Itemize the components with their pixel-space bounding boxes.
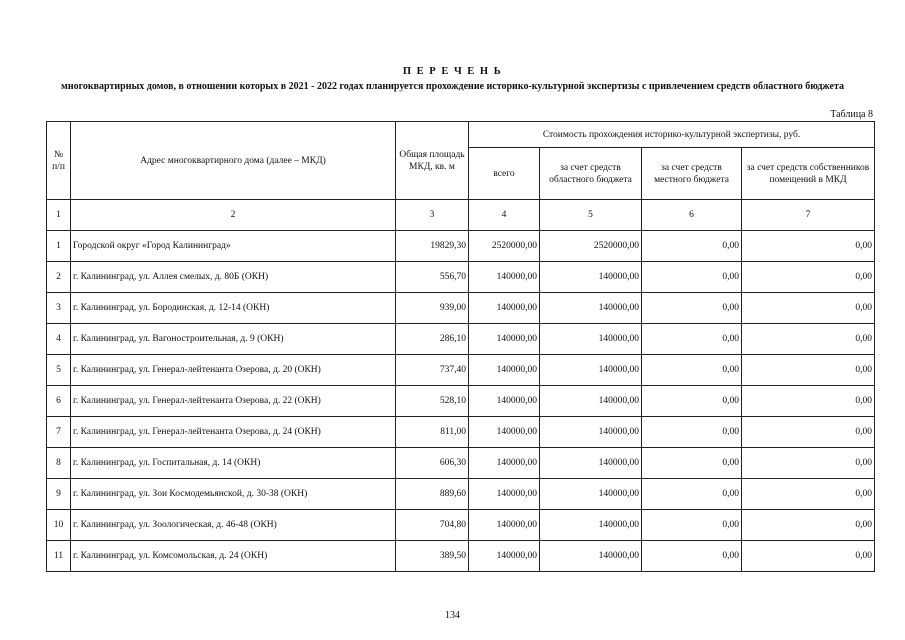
row-local: 0,00 — [642, 448, 742, 479]
row-area: 606,30 — [396, 448, 469, 479]
row-regional: 140000,00 — [540, 386, 642, 417]
row-total: 140000,00 — [469, 293, 540, 324]
table-row — [47, 479, 875, 510]
row-total: 140000,00 — [469, 355, 540, 386]
table-row — [47, 386, 875, 417]
row-regional: 140000,00 — [540, 324, 642, 355]
row-index: 4 — [47, 324, 71, 355]
row-address: Городской округ «Город Калининград» — [71, 231, 396, 262]
row-owners: 0,00 — [742, 386, 875, 417]
column-number: 5 — [540, 200, 642, 231]
row-index: 10 — [47, 510, 71, 541]
column-number: 3 — [396, 200, 469, 231]
row-address: г. Калининград, ул. Вагоностроительная, д. 9 (ОКН) — [71, 324, 396, 355]
row-address: г. Калининград, ул. Генерал-лейтенанта Озерова, д. 22 (ОКН) — [71, 386, 396, 417]
summary-row — [47, 231, 875, 262]
row-regional: 140000,00 — [540, 262, 642, 293]
row-address: г. Калининград, ул. Комсомольская, д. 24 (ОКН) — [71, 541, 396, 572]
column-number: 2 — [71, 200, 396, 231]
header-local: за счет средств местного бюджета — [642, 148, 742, 200]
table-caption: Таблица 8 — [830, 109, 873, 120]
row-regional: 140000,00 — [540, 448, 642, 479]
row-area: 556,70 — [396, 262, 469, 293]
row-owners: 0,00 — [742, 262, 875, 293]
row-address: г. Калининград, ул. Генерал-лейтенанта Озерова, д. 24 (ОКН) — [71, 417, 396, 448]
row-index: 8 — [47, 448, 71, 479]
row-local: 0,00 — [642, 510, 742, 541]
row-regional: 140000,00 — [540, 355, 642, 386]
row-area: 704,80 — [396, 510, 469, 541]
row-local: 0,00 — [642, 479, 742, 510]
row-index: 5 — [47, 355, 71, 386]
row-total: 140000,00 — [469, 262, 540, 293]
row-address: г. Калининград, ул. Госпитальная, д. 14 (ОКН) — [71, 448, 396, 479]
table-row — [47, 448, 875, 479]
row-total: 140000,00 — [469, 479, 540, 510]
header-total: всего — [469, 148, 540, 200]
row-index: 1 — [47, 231, 71, 262]
expertise-table — [46, 121, 875, 572]
row-regional: 140000,00 — [540, 293, 642, 324]
row-address: г. Калининград, ул. Генерал-лейтенанта Озерова, д. 20 (ОКН) — [71, 355, 396, 386]
row-area: 889,60 — [396, 479, 469, 510]
row-total: 140000,00 — [469, 324, 540, 355]
column-number: 6 — [642, 200, 742, 231]
row-local: 0,00 — [642, 293, 742, 324]
row-total: 2520000,00 — [469, 231, 540, 262]
row-index: 11 — [47, 541, 71, 572]
row-regional: 140000,00 — [540, 510, 642, 541]
row-total: 140000,00 — [469, 417, 540, 448]
row-local: 0,00 — [642, 417, 742, 448]
row-area: 19829,30 — [396, 231, 469, 262]
row-index: 9 — [47, 479, 71, 510]
row-index: 3 — [47, 293, 71, 324]
table-row — [47, 355, 875, 386]
document-title: П Е Р Е Ч Е Н Ь — [402, 66, 503, 77]
row-total: 140000,00 — [469, 386, 540, 417]
row-area: 737,40 — [396, 355, 469, 386]
row-address: г. Калининград, ул. Зои Космодемьянской, д. 30-38 (ОКН) — [71, 479, 396, 510]
table-row — [47, 541, 875, 572]
row-area: 939,00 — [396, 293, 469, 324]
row-total: 140000,00 — [469, 510, 540, 541]
row-owners: 0,00 — [742, 293, 875, 324]
row-area: 389,50 — [396, 541, 469, 572]
header-address: Адрес многоквартирного дома (далее – МКД) — [71, 122, 396, 200]
page-number: 134 — [445, 610, 460, 621]
table-row — [47, 510, 875, 541]
row-local: 0,00 — [642, 324, 742, 355]
row-owners: 0,00 — [742, 448, 875, 479]
table-row — [47, 262, 875, 293]
row-owners: 0,00 — [742, 231, 875, 262]
document-subtitle: многоквартирных домов, в отношении которых в 2021 - 2022 годах планируется прохождение историко-культурной экспертизы с привлечением средств областного бюджета — [61, 81, 844, 92]
row-owners: 0,00 — [742, 541, 875, 572]
row-local: 0,00 — [642, 386, 742, 417]
row-owners: 0,00 — [742, 510, 875, 541]
row-owners: 0,00 — [742, 324, 875, 355]
row-index: 7 — [47, 417, 71, 448]
row-owners: 0,00 — [742, 417, 875, 448]
row-area: 286,10 — [396, 324, 469, 355]
row-regional: 140000,00 — [540, 479, 642, 510]
row-regional: 140000,00 — [540, 417, 642, 448]
column-number: 1 — [47, 200, 71, 231]
row-index: 2 — [47, 262, 71, 293]
row-local: 0,00 — [642, 262, 742, 293]
row-index: 6 — [47, 386, 71, 417]
row-regional: 140000,00 — [540, 541, 642, 572]
table-row — [47, 417, 875, 448]
row-total: 140000,00 — [469, 448, 540, 479]
column-number-row — [47, 200, 875, 231]
row-local: 0,00 — [642, 355, 742, 386]
table-body — [47, 262, 875, 572]
row-address: г. Калининград, ул. Бородинская, д. 12-14 (ОКН) — [71, 293, 396, 324]
table-row — [47, 293, 875, 324]
row-address: г. Калининград, ул. Зоологическая, д. 46-48 (ОКН) — [71, 510, 396, 541]
row-address: г. Калининград, ул. Аллея смелых, д. 80Б (ОКН) — [71, 262, 396, 293]
row-regional: 2520000,00 — [540, 231, 642, 262]
header-index: № п/п — [47, 122, 71, 200]
row-local: 0,00 — [642, 541, 742, 572]
row-area: 811,00 — [396, 417, 469, 448]
row-total: 140000,00 — [469, 541, 540, 572]
row-owners: 0,00 — [742, 355, 875, 386]
column-number: 4 — [469, 200, 540, 231]
header-cost-group: Стоимость прохождения историко-культурной экспертизы, руб. — [469, 122, 875, 148]
column-number: 7 — [742, 200, 875, 231]
row-owners: 0,00 — [742, 479, 875, 510]
header-area: Общая площадь МКД, кв. м — [396, 122, 469, 200]
row-area: 528,10 — [396, 386, 469, 417]
table-row — [47, 324, 875, 355]
row-local: 0,00 — [642, 231, 742, 262]
header-regional: за счет средств областного бюджета — [540, 148, 642, 200]
header-owners: за счет средств собственников помещений в МКД — [742, 148, 875, 200]
